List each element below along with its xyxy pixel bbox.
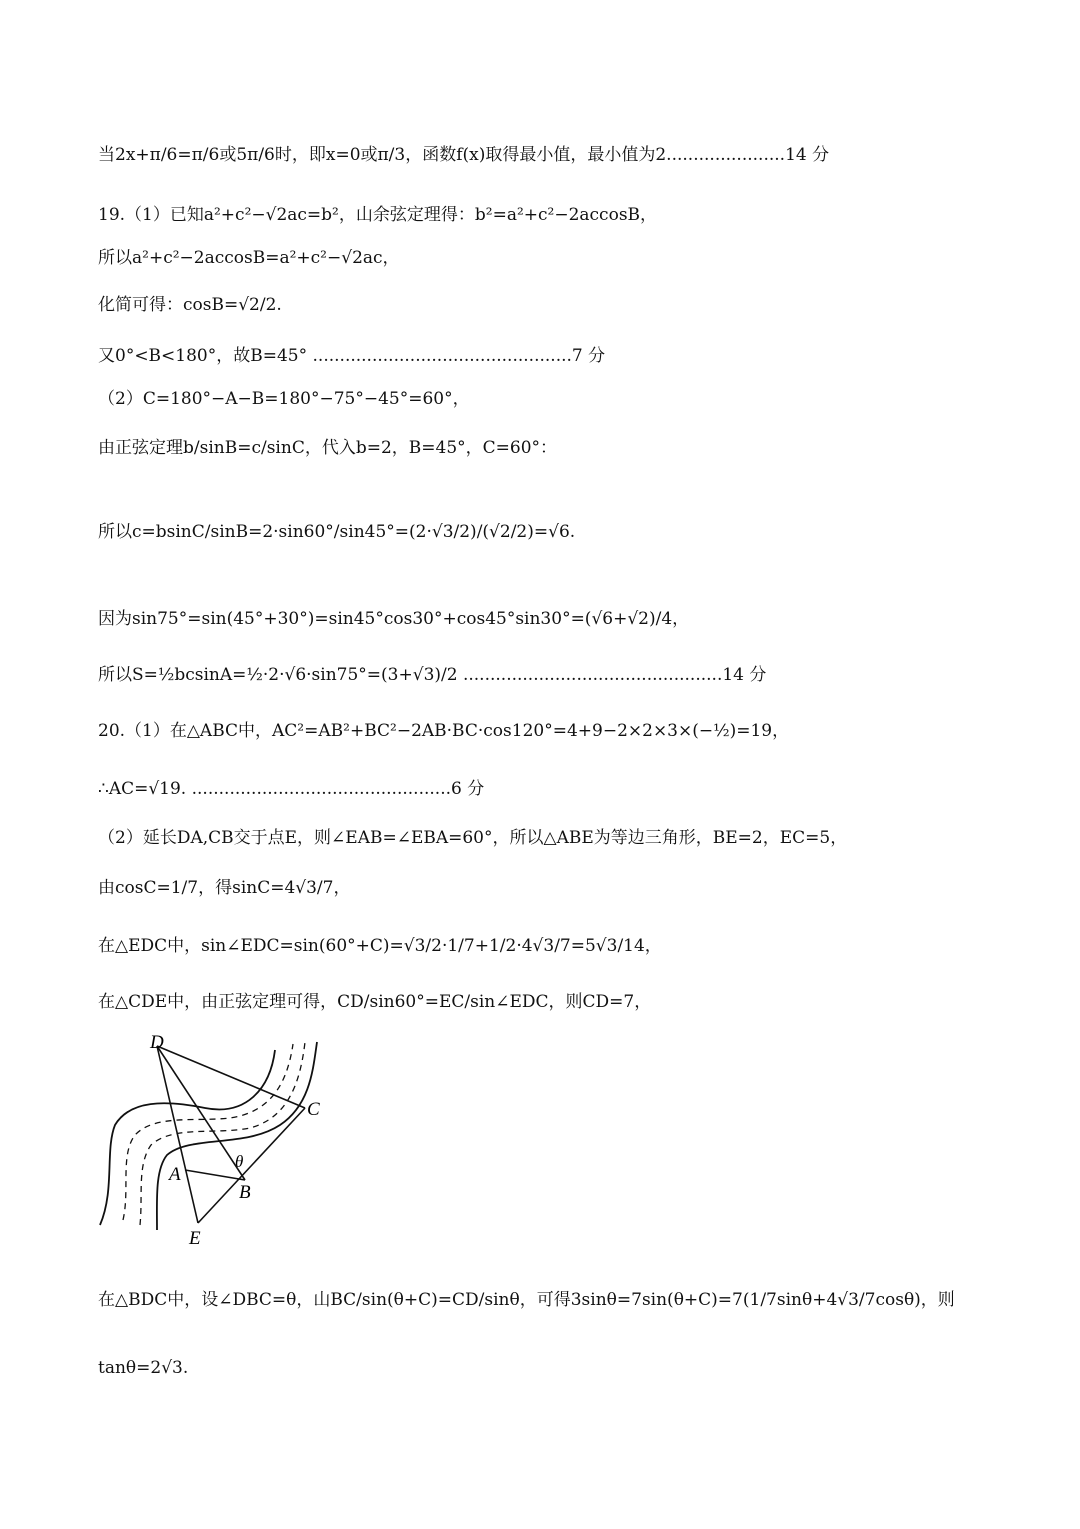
line-17-text: 在△BDC中，设∠DBC=θ，山BC/sin(θ+C)=CD/sinθ，可得3sinθ=7sin(θ+C)=7(1/7sinθ+4√3/7cosθ)，则 <box>98 1290 955 1310</box>
segment-DB <box>157 1046 245 1180</box>
line-1-text: 当2x+π/6=π/6或5π/6时，即x=0或π/3，函数f(x)取得最小值，最小值为2......................14 分 <box>98 145 830 165</box>
line-13 <box>98 823 847 848</box>
road-curve-outer-right <box>157 1042 317 1230</box>
line-9-text: 因为sin75°=sin(45°+30°)=sin45°cos30°+cos45°sin30°=(√6+√2)/4， <box>98 609 690 629</box>
line-9 <box>98 604 689 629</box>
line-11-text: 20.（1）在△ABC中，AC²=AB²+BC²−2AB·BC·cos120°=4+9−2×2×3×(−½)=19， <box>98 721 790 741</box>
line-12-text: ∴AC=√19. ................................................6 分 <box>98 779 485 799</box>
line-5-text: 又0°<B<180°，故B=45° ................................................7 分 <box>98 346 606 366</box>
line-18 <box>98 1358 188 1378</box>
label-D: D <box>150 1032 164 1053</box>
line-2 <box>98 200 657 225</box>
line-12 <box>98 774 484 799</box>
line-10-text: 所以S=½bcsinA=½·2·√6·sin75°=(3+√3)/2 ................................................14 分 <box>98 665 767 685</box>
line-14 <box>98 873 350 898</box>
line-4 <box>98 290 282 315</box>
geometry-figure <box>95 1030 355 1250</box>
line-15-text: 在△EDC中，sin∠EDC=sin(60°+C)=√3/2·1/7+1/2·4√3/7=5√3/14， <box>98 936 662 956</box>
line-15 <box>98 931 662 956</box>
label-A: A <box>169 1164 181 1185</box>
segment-DC <box>157 1046 305 1108</box>
line-1 <box>98 140 829 165</box>
line-6-text: （2）C=180°−A−B=180°−75°−45°=60°， <box>98 389 470 409</box>
line-16-text: 在△CDE中，由正弦定理可得，CD/sin60°=EC/sin∠EDC，则CD=7， <box>98 992 652 1012</box>
line-16 <box>98 987 651 1012</box>
line-17 <box>98 1285 955 1310</box>
line-10 <box>98 660 766 685</box>
label-E: E <box>189 1228 201 1249</box>
line-8-text: 所以c=bsinC/sinB=2·sin60°/sin45°=(2·√3/2)/(√2/2)=√6. <box>98 522 576 542</box>
line-13-text: （2）延长DA,CB交于点E，则∠EAB=∠EBA=60°，所以△ABE为等边三角形，BE=2，EC=5， <box>98 828 848 848</box>
line-3 <box>98 243 400 268</box>
line-11 <box>98 716 789 741</box>
line-7 <box>98 433 557 458</box>
label-C: C <box>307 1099 320 1120</box>
line-5 <box>98 341 605 366</box>
line-3-text: 所以a²+c²−2accosB=a²+c²−√2ac， <box>98 248 400 268</box>
line-18-text: tanθ=2√3. <box>98 1358 189 1378</box>
segment-DE <box>157 1046 198 1223</box>
label-theta: θ <box>235 1152 244 1171</box>
line-7-text: 由正弦定理b/sinB=c/sinC，代入b=2，B=45°，C=60°： <box>98 438 558 458</box>
line-4-text: 化简可得：cosB=√2/2. <box>98 295 282 315</box>
line-8 <box>98 517 575 542</box>
line-14-text: 由cosC=1/7，得sinC=4√3/7， <box>98 878 351 898</box>
line-6 <box>98 384 470 409</box>
line-2-text: 19.（1）已知a²+c²−√2ac=b²，山余弦定理得：b²=a²+c²−2accosB， <box>98 205 658 225</box>
segment-CE <box>198 1108 305 1223</box>
label-B: B <box>239 1182 251 1203</box>
segment-AB <box>185 1170 245 1180</box>
